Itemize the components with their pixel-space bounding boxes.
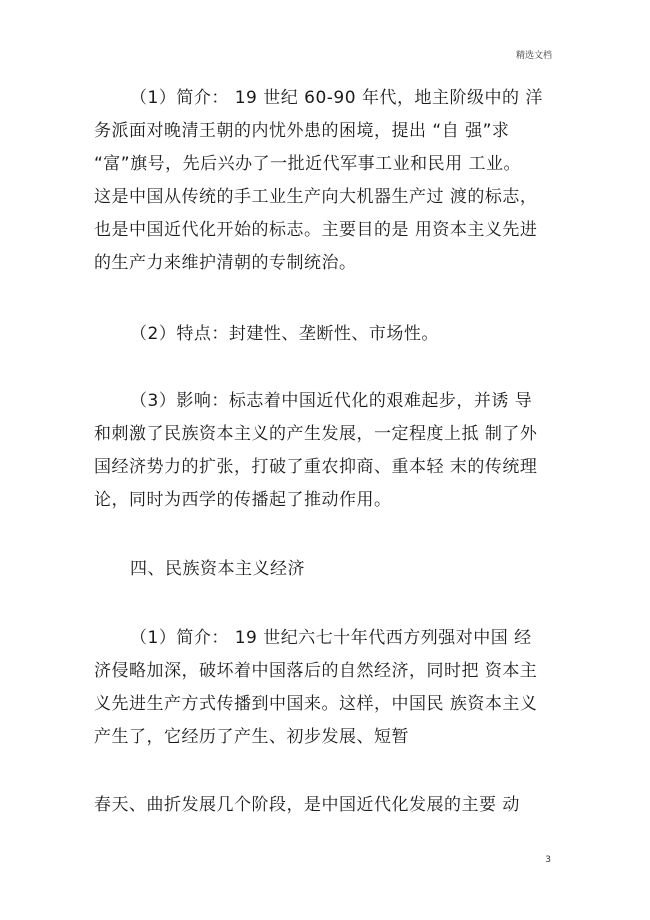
text-line: 春天、曲折发展几个阶段，是中国近代化发展的主要 动 bbox=[94, 795, 520, 815]
text-line: 济侵略加深，破坏着中国落后的自然经济，同时把 资本主 bbox=[94, 661, 538, 681]
page-number: 3 bbox=[545, 855, 551, 865]
text-line: （2）特点：封建性、垄断性、市场性。 bbox=[130, 324, 439, 344]
text-line: （1）简介： 19 世纪六七十年代西方列强对中国 经 bbox=[130, 628, 532, 648]
text-line: 和刺激了民族资本主义的产生发展，一定程度上抵 制了外 bbox=[94, 424, 538, 444]
text-line: （1）简介： 19 世纪 60-90 年代，地主阶级中的 洋 bbox=[130, 88, 543, 108]
text-line: 论，同时为西学的传播起了推动作用。 bbox=[94, 490, 392, 510]
section-heading: 四、民族资本主义经济 bbox=[130, 559, 305, 579]
text-line: 义先进生产方式传播到中国来。这样，中国民 族资本主义 bbox=[94, 694, 538, 714]
text-line: “富”旗号，先后兴办了一批近代军事工业和民用 工业。 bbox=[94, 154, 522, 174]
text-line: 这是中国从传统的手工业生产向大机器生产过 渡的标志， bbox=[94, 187, 538, 207]
text-line: 的生产力来维护清朝的专制统治。 bbox=[94, 253, 357, 273]
header-mark: 精选文档 bbox=[515, 51, 552, 61]
text-line: 产生了，它经历了产生、初步发展、短暂 bbox=[94, 727, 409, 747]
text-line: （3）影响：标志着中国近代化的艰难起步，并诱 导 bbox=[130, 391, 533, 411]
text-line: 务派面对晚清王朝的内忧外患的困境，提出 “自 强”求 bbox=[94, 121, 510, 141]
text-line: 国经济势力的扩张，打破了重农抑商、重本轻 末的传统理 bbox=[94, 457, 538, 477]
text-line: 也是中国近代化开始的标志。主要目的是 用资本主义先进 bbox=[94, 220, 538, 240]
